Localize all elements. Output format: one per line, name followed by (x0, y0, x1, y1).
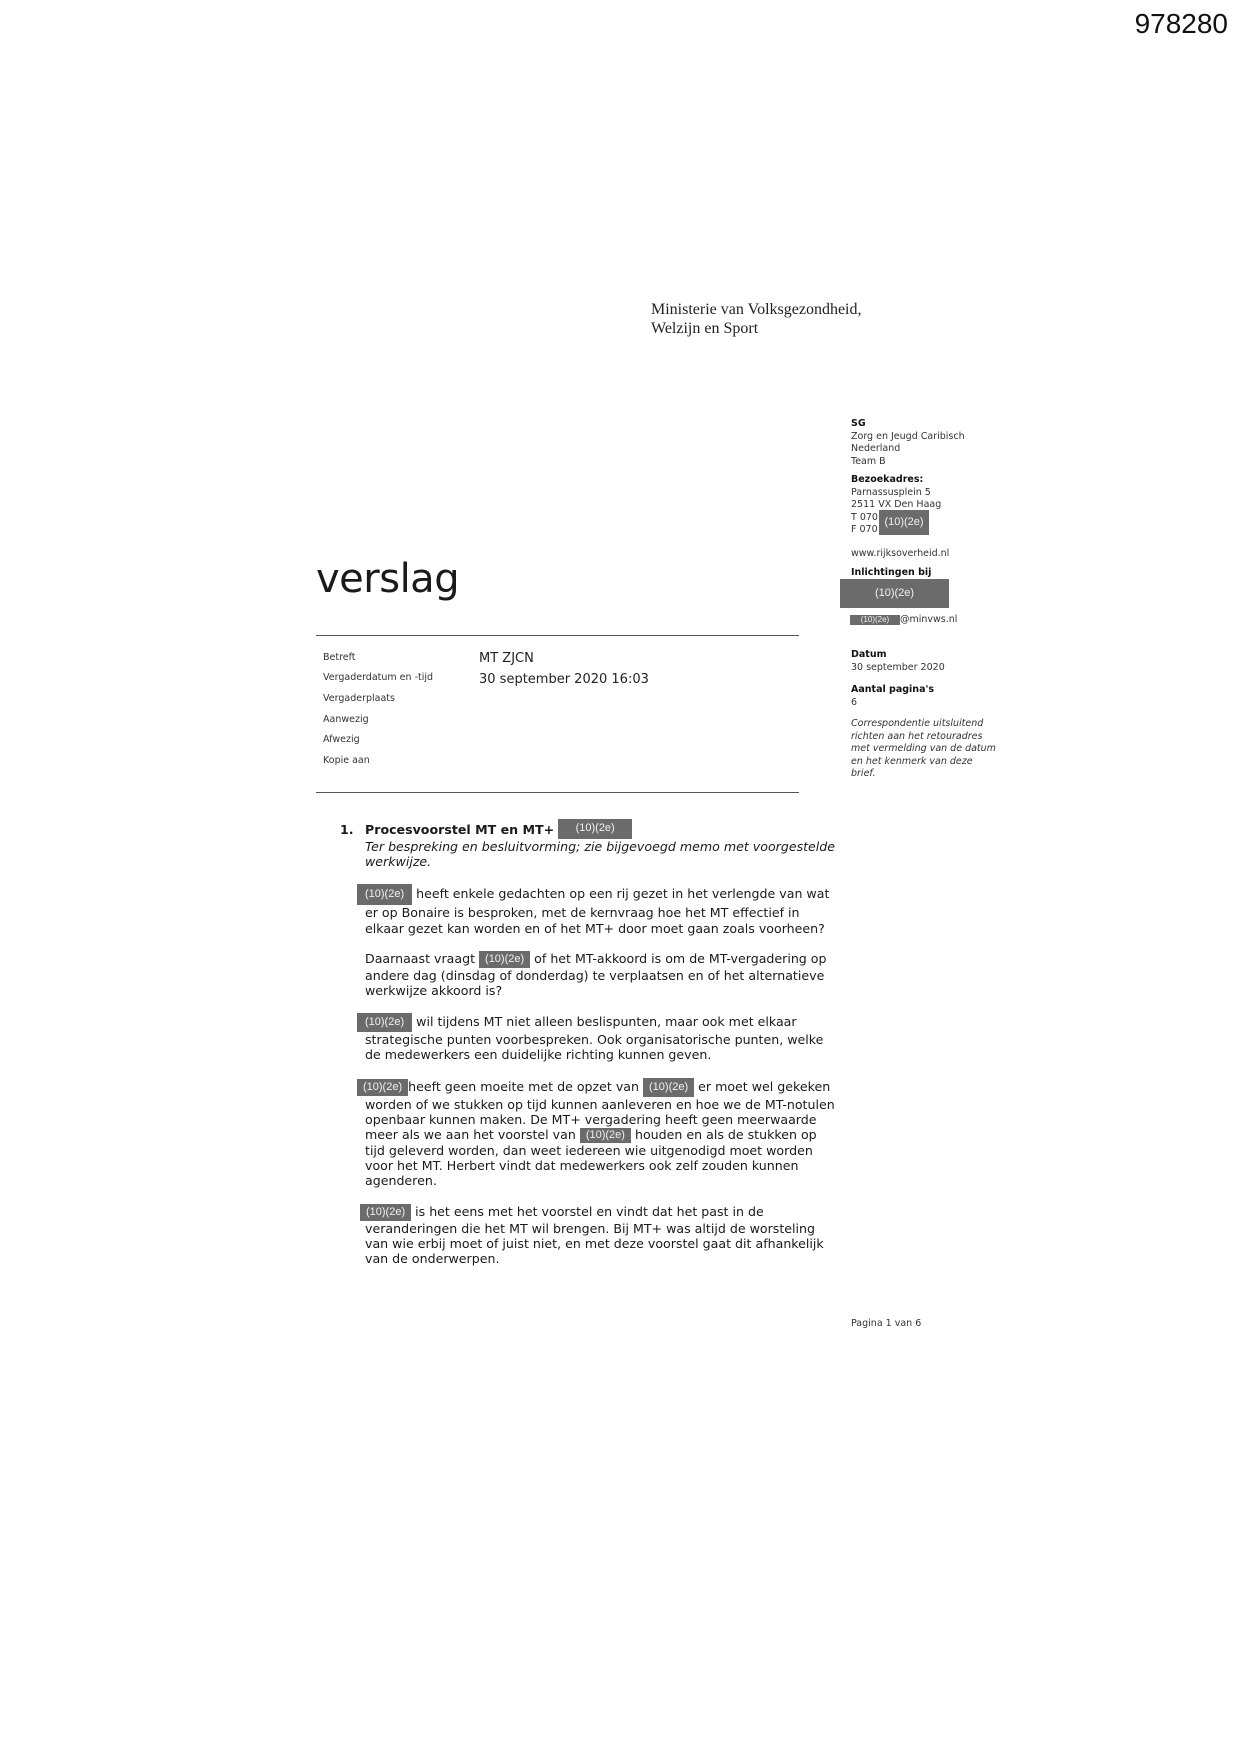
paragraph-text: of het MT-akkoord is om de MT-vergadering op andere dag (dinsdag of donderdag) te verplaatsen en of het alternatieve werkwijze akkoord is? (365, 950, 827, 999)
paragraph-text: heeft enkele gedachten op een rij gezet in het verlengde van wat er op Bonaire is besproken, met de kernvraag hoe het MT effectief in elkaar gezet kan worden en of het MT+ door moet gaan zoals voorheen? (365, 886, 830, 936)
meta-label: Kopie aan (323, 755, 370, 766)
address-line: Parnassusplein 5 (851, 486, 931, 498)
phone-line: T 070 (851, 511, 878, 523)
document-title: verslag (316, 556, 460, 602)
paragraph-text: heeft geen moeite met de opzet van (408, 1078, 639, 1094)
paragraph-5 (365, 1204, 840, 1267)
meta-datetime: 30 september 2020 16:03 (479, 672, 649, 687)
redaction-name: (10)(2e) (479, 951, 530, 968)
paragraph-text: houden en als de stukken op tijd geleverd worden, dan weet iedereen wie uitgenodigd moet worden voor het MT. Herbert vindt dat medewerkers ook zelf zouden kunnen agenderen. (365, 1127, 817, 1189)
meta-label: Afwezig (323, 734, 360, 745)
meta-subject: MT ZJCN (479, 651, 534, 666)
redaction-name: (10)(2e) (360, 1204, 411, 1221)
divider-bottom (316, 792, 799, 793)
agenda-item-subtitle: Ter bespreking en besluitvorming; zie bijgevoegd memo met voorgestelde werkwijze. (365, 839, 836, 870)
paragraph-text: er moet wel gekeken worden of we stukken op tijd kunnen aanleveren en hoe we de MT-notulen openbaar kunnen maken. De MT+ vergadering heeft geen meerwaarde meer als we aan het voorstel van (365, 1078, 835, 1143)
note-line: en het kenmerk van deze (851, 755, 973, 767)
meta-label: Aanwezig (323, 714, 369, 725)
org-sg: SG (851, 418, 866, 429)
paragraph-3 (365, 1013, 840, 1062)
note-line: richten aan het retouradres (851, 730, 983, 742)
note-line: brief. (851, 768, 876, 779)
paragraph-text: wil tijdens MT niet alleen beslispunten, maar ook met elkaar strategische punten voorbespreken. Ook organisatorische punten, welke de medewerkers een duidelijke richting kunnen geven. (365, 1014, 824, 1063)
page-footer: Pagina 1 van 6 (851, 1318, 922, 1329)
paragraph-text: is het eens met het voorstel en vindt dat het past in de veranderingen die het MT wil brengen. Bij MT+ was altijd de worsteling van wie erbij moet of juist niet, en met deze voorstel gaat dit afhankelijk van de onderwerpen. (365, 1203, 824, 1267)
meta-label: Vergaderdatum en -tijd (323, 672, 434, 683)
fax-line: F 070 (851, 524, 878, 535)
org-line: Nederland (851, 443, 901, 454)
paragraph-text: Daarnaast vraagt (365, 950, 476, 966)
address-line: 2511 VX Den Haag (851, 499, 942, 510)
minutes-body (340, 822, 840, 1281)
correspondence-note (851, 718, 996, 781)
note-line: Correspondentie uitsluitend (851, 718, 984, 729)
note-line: met vermelding van de datum (851, 743, 996, 754)
divider-top (316, 635, 799, 636)
website: www.rijksoverheid.nl (851, 548, 950, 559)
redaction-email: (10)(2e) (850, 615, 900, 625)
email-suffix: @minvws.nl (900, 614, 958, 625)
paragraph-4 (365, 1078, 840, 1189)
ministry-logo-text (651, 300, 862, 338)
date-heading: Datum (851, 649, 887, 660)
redaction-name: (10)(2e) (357, 884, 412, 905)
visit-heading: Bezoekadres: (851, 474, 924, 485)
paragraph-2 (365, 951, 840, 998)
redaction-phone: (10)(2e) (879, 510, 929, 535)
paragraph-1 (365, 884, 840, 935)
org-line: Team B (851, 455, 886, 467)
info-heading: Inlichtingen bij (851, 567, 932, 578)
org-line: Zorg en Jeugd Caribisch (851, 430, 965, 442)
agenda-item-heading (340, 822, 840, 839)
agenda-item-number: 1. (340, 822, 354, 837)
info-heading-wrap (851, 567, 931, 580)
meta-label: Betreft (323, 652, 356, 663)
sidebar-pages (851, 684, 934, 709)
contact-email (850, 614, 957, 627)
redaction-name: (10)(2e) (580, 1128, 631, 1143)
redaction-contact-name: (10)(2e) (840, 579, 949, 608)
redaction-title: (10)(2e) (558, 819, 632, 839)
ministry-line-2: Welzijn en Sport (651, 320, 759, 337)
redaction-name: (10)(2e) (357, 1079, 408, 1096)
ministry-line-1: Ministerie van Volksgezondheid, (651, 301, 862, 318)
agenda-item-title: Procesvoorstel MT en MT+ (365, 822, 555, 837)
meta-label: Vergaderplaats (323, 693, 395, 704)
pages-heading: Aantal pagina's (851, 684, 935, 695)
sidebar-date (851, 649, 945, 674)
date-value: 30 september 2020 (851, 661, 945, 673)
redaction-name: (10)(2e) (643, 1078, 694, 1097)
pages-value: 6 (851, 696, 858, 708)
sidebar-org (851, 418, 965, 468)
document-number: 978280 (1134, 8, 1228, 39)
redaction-name: (10)(2e) (357, 1013, 412, 1032)
